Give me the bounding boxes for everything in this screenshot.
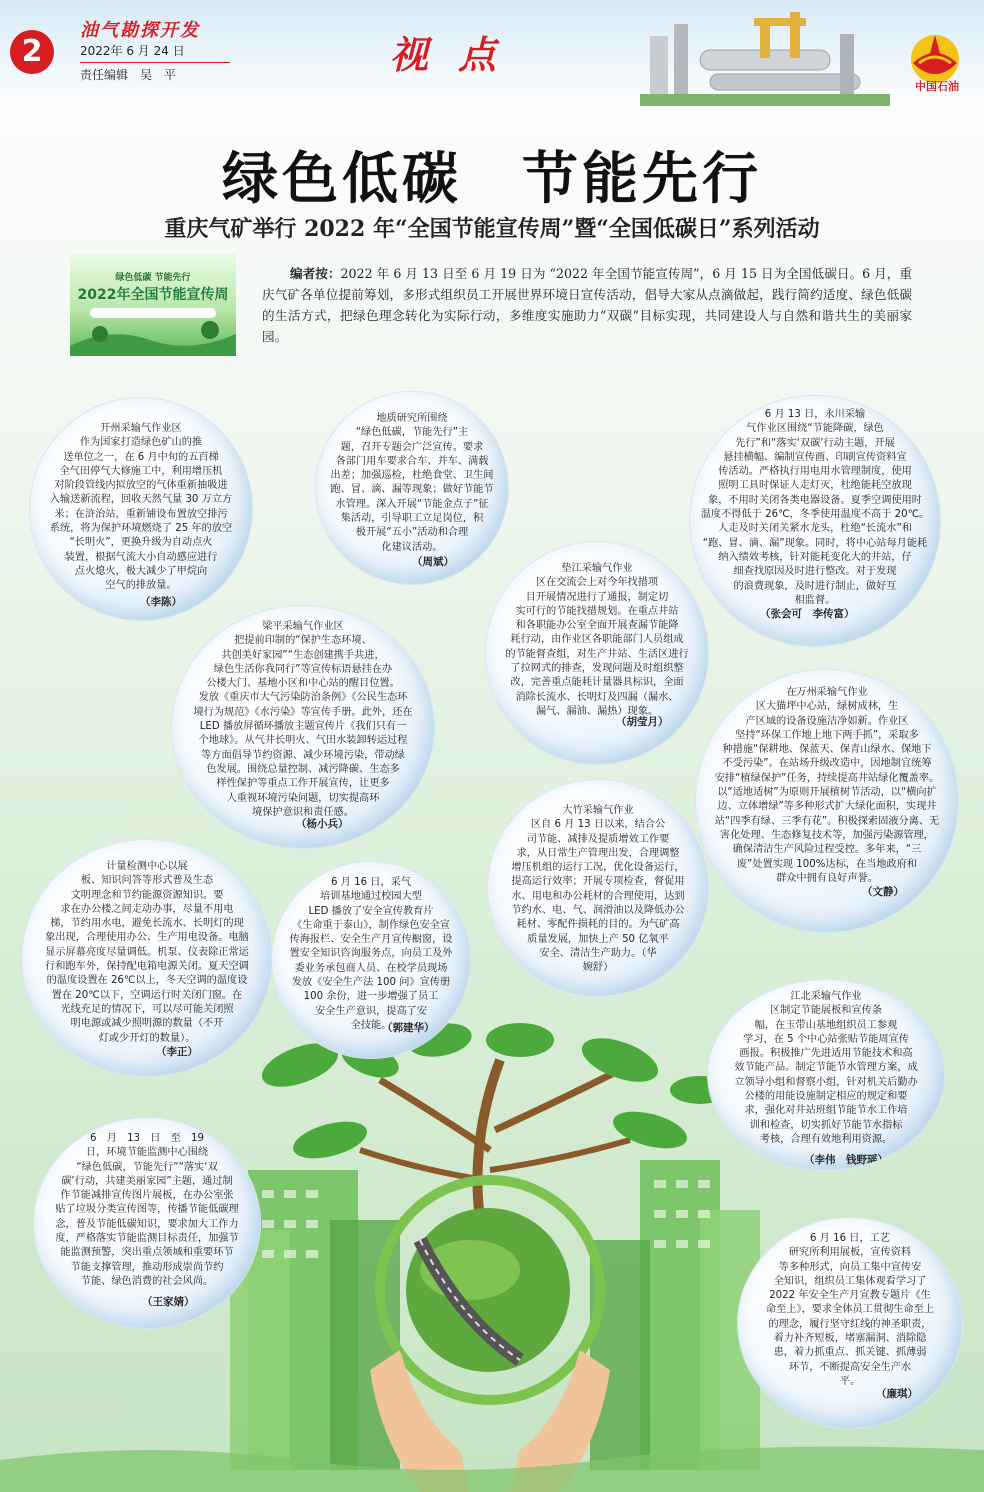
bubble-line: 题，召开专题会广泛宣传。要求 — [340, 441, 484, 453]
bubble-line: 6 月 13 日 至 19 — [90, 1133, 204, 1144]
bubble-line: 样性保护等重点工作开展宣传，让更多 — [216, 778, 390, 790]
bubble-line: 米；在浒治站，重新铺设布置放空排污 — [54, 508, 228, 520]
bubble-line: 计量检测中心以展 — [106, 861, 188, 872]
bubble-line: 绿色生活你我同行”等宣传标语悬挂在办 — [213, 663, 393, 675]
bubble-line: 细查找原因及时进行整改。对于发现 — [733, 566, 897, 578]
editor-note — [262, 263, 912, 347]
bubble-dazhu — [488, 780, 708, 996]
bubble-line: 集活动，引导职工立足岗位，积 — [340, 513, 484, 525]
masthead-rule — [80, 62, 230, 63]
bubble-line: 各部门用车要求合车、并车、满载 — [335, 455, 489, 467]
bubble-line: 水、用电和办公耗材的合理使用，达到 — [511, 890, 685, 902]
bubble-author: （杨小兵） — [296, 818, 349, 830]
bubble-line: 害化处理、生态修复技术等，加强污染源管理， — [720, 829, 934, 841]
bubble-line: 等方面倡导节约资源、减少环境污染，带动绿 — [201, 749, 405, 761]
headline: 绿色低碳 节能先行 — [222, 147, 762, 212]
bubble-line: 明电源或减少照明源的数量（不开 — [70, 1018, 224, 1030]
bubble-line: 画报。积极推广先进适用节能技术和高 — [739, 1048, 913, 1060]
bubble-line: 训和检查，切实抓好节能节水指标 — [749, 1119, 903, 1131]
bubble-author: （张会可 李传富） — [760, 608, 855, 620]
bubble-line: 质量发展，加快上产 50 亿氧平 — [527, 933, 669, 945]
bubble-line: 耗材、零配件损耗的目的。为气矿高 — [516, 919, 680, 931]
bubble-line: 群众中拥有良好声誉。 — [776, 872, 878, 884]
bubble-line: 在万州采输气作业 — [786, 687, 868, 698]
bubble-author: （胡莹月） — [616, 716, 669, 728]
bubble-line: 作节能减排宣传图片展板，在办公室张 — [60, 1190, 234, 1202]
masthead — [0, 0, 984, 110]
bubble-line: 发放《安全生产法 100 问》宣传册 — [291, 977, 451, 989]
bubble-kaizhou — [30, 398, 252, 620]
bubble-env-monitoring — [34, 1118, 260, 1328]
bubble-line: 境保护意识和责任感。 — [252, 806, 354, 818]
bubble-line: 念，普及节能低碳知识，要求加大工作力 — [55, 1218, 239, 1230]
bubble-line: 日，环境节能监测中心围绕 — [85, 1147, 209, 1159]
bubble-line: 行和跑车外，保持配电箱电源关闭。夏天空调 — [45, 961, 249, 973]
bubble-line: 耗行动，由作业区各职能部门人员组成 — [510, 634, 684, 646]
bubble-author: （李陈） — [140, 596, 182, 608]
bubble-line: 送单位之一，在 6 月中旬的五百梯 — [63, 451, 219, 463]
banner-slogan: 绿色低碳 节能先行 — [115, 273, 191, 283]
bubble-line: 漏气、漏油、漏热）现象。 — [535, 705, 659, 717]
bubble-line: 废”处置实现 100%达标，在当地政府和 — [736, 858, 918, 870]
bubble-line: 司节能、减排及提质增效工作要 — [526, 833, 670, 845]
bubble-line: 考核，合理有效地利用资源。 — [759, 1133, 893, 1145]
bubble-line: 婉舒） — [582, 962, 614, 974]
bubble-author: （郭建华） — [382, 1022, 435, 1034]
bubble-line: 安全、清洁生产助力。（华 — [539, 947, 657, 959]
banner-scenery — [70, 316, 236, 356]
bubble-line: 显示屏幕亮度尽量调低。机泵、仪表除正常运 — [45, 946, 249, 958]
bubble-line: 垫江采输气作业 — [561, 563, 633, 574]
bubble-line: 色发展。围绕总量控制、减污降碳、生态多 — [206, 763, 400, 775]
bubble-line: 人走及时关闭关紧水龙头，杜绝“长流水”和 — [718, 523, 912, 535]
campaign-banner-image — [70, 254, 236, 356]
bubble-line: 能监测预警，突出重点领域和重要环节 — [60, 1247, 234, 1259]
bubble-line: 温度不得低于 26℃，冬季使用温度不高于 20℃。 — [700, 509, 930, 521]
bubble-line: 求，强化对井站班组节能节水工作培 — [744, 1105, 908, 1117]
bubble-line: 灯或少开灯的数量）。 — [98, 1032, 196, 1044]
bubble-line: 开州采输气作业区 — [100, 423, 182, 434]
bubble-line: 产区域的设备设施洁净如新。作业区 — [745, 715, 909, 727]
bubble-line: 患，着力抓重点、抓关键、抓薄弱 — [773, 1347, 927, 1359]
bubble-line: 求在办公楼之间走动办事，尽量不用电 — [60, 903, 234, 915]
bubble-line: 节能支撑管理，推动形成崇尚节约 — [70, 1261, 224, 1273]
bubble-author: （周斌） — [412, 556, 454, 568]
bubble-line: 地质研究所围绕 — [376, 413, 448, 424]
bubble-line: 委业务承包商人员、在校学员现场 — [294, 962, 448, 974]
bubble-line: 改，完善重点能耗计量器具标识，全面 — [510, 677, 684, 689]
bubble-line: LED 播放了安全宣传教育片 — [308, 905, 434, 917]
bubble-line: 命至上》，要求全体员工贯彻生命至上 — [765, 1304, 935, 1316]
bubble-dianjiang — [486, 542, 708, 764]
bubble-author: （廉琪） — [876, 1388, 918, 1400]
bubble-author: （王家婧） — [142, 1296, 195, 1308]
bubble-line: 增压机组的运行工况，优化设备运行， — [511, 862, 685, 874]
bubble-line: LED 播放屏循环播放主题宣传片《我们只有一 — [199, 721, 407, 733]
bubble-line: 2022 年安全生产月宣教专题片《生 — [769, 1290, 931, 1302]
gas-plant-illustration — [640, 6, 890, 106]
issue-date: 2022年 6 月 24 日 — [80, 44, 185, 58]
banner-title: 2022年全国节能宣传周 — [77, 287, 229, 303]
bubble-line: 研究所利用展板，宣传资料 — [788, 1247, 912, 1259]
bubble-line: 环节，不断提高安全生产水 — [788, 1361, 912, 1373]
bubble-line: 出差；加强巡检，杜绝食堂、卫生间 — [330, 470, 494, 482]
bubble-line: 传海报栏、安全生产月宣传橱窗，设 — [289, 934, 453, 946]
bubble-line: 对阶段管线内拟放空的气体重新抽吸进 — [54, 480, 228, 492]
bubble-line: 100 余份，进一步增强了员工 — [303, 991, 439, 1003]
bubble-liangping — [172, 606, 434, 848]
bubble-author: （文静） — [862, 886, 904, 898]
bubble-line: 大竹采输气作业 — [562, 805, 634, 816]
bubble-line: 效节能产品。制定节能节水管理方案，成 — [734, 1062, 918, 1074]
bubble-line: “长明火”，更换升级为自动点火 — [69, 537, 213, 549]
bubble-line: 贴了垃圾分类宣传图等，传播节能低碳理 — [55, 1204, 239, 1216]
bubble-line: 实可行的节能找措规划。在重点井站 — [515, 605, 679, 617]
bubble-line: 区在交流会上对今年找措项 — [535, 577, 659, 589]
bubble-line: 发放《重庆市大气污染防治条例》《公民生态环 — [198, 692, 408, 704]
bubble-line: 幅，在玉带山基地组织员工参观 — [754, 1019, 898, 1031]
bubble-training-base — [272, 862, 470, 1058]
bubble-line: 全知识，组织员工集体观看学习了 — [773, 1275, 927, 1287]
bubble-line: 不受污染”。在站场升级改造中，因地制宜统筹 — [722, 758, 932, 770]
bubble-line: “绿色低碳，节能先行”“落实‘双 — [76, 1161, 218, 1173]
bubble-line: 光线充足的情况下，可以尽可能关闭照 — [60, 1003, 234, 1015]
bubble-line: 站“四季有绿、三季有花”。积极探索固液分离、无 — [714, 815, 940, 827]
bubble-line: 装置，根据气流大小自动感应进行 — [64, 551, 218, 563]
paper-name: 油气勘探开发 — [80, 20, 200, 41]
bubble-line: 6 月 16 日，采气 — [330, 877, 412, 888]
editor-note-text: 2022 年 6 月 13 日至 6 月 19 日为 “2022 年全国节能宣传周”，6 月 15 日为全国低碳日。6 月，重庆气矿各单位提前筹划，多形式组织员工开展世界环境日宣传活动，倡导大家从点滴做起，践行简约适度、绿色低碳的生活方式，把绿色理念转化为实际行动，多维度实施助力“双碳”目标实现，共同建设人与自然和谐共生的美丽家园。 — [262, 266, 913, 344]
bubble-line: 6 月 13 日，永川采输 — [764, 409, 866, 420]
bubble-line: 安排“植绿保护”任务，持续提高井站绿化覆盖率。 — [714, 772, 940, 784]
bubble-line: 置安全知识咨询服务点，向员工及外 — [289, 948, 453, 960]
bubble-line: 度，严格落实节能监测目标责任，加强节 — [55, 1233, 239, 1245]
bubble-line: 相监督。 — [794, 594, 836, 606]
bubble-line: 极开展“五小”活动和合理 — [355, 527, 469, 539]
subheadline: 重庆气矿举行 2022 年“全国节能宣传周”暨“全国低碳日”系列活动 — [164, 216, 820, 242]
bubble-line: 目开展情况进行了通报，制定切 — [525, 591, 669, 603]
bubble-line: 和各职能办公室全面开展查漏节能降 — [515, 620, 679, 632]
bubble-line: 象，不用时关闭各类电器设备。夏季空调使用时 — [708, 494, 922, 506]
bubble-line: 区自 6 月 13 日以来，结合公 — [530, 819, 666, 831]
bubble-line: 系统，将为保护环境燃烧了 25 年的放空 — [49, 523, 233, 535]
bubble-line: 提高运行效率；开展专项检查，督促用 — [511, 876, 685, 888]
bubble-line: 的节能督查组，对生产井站、生活区进行 — [505, 648, 689, 660]
bubble-line: 气作业区围绕“节能降碳，绿色 — [746, 423, 884, 435]
bubble-line: 板、知识问答等形式普及生态 — [80, 875, 214, 887]
bubble-line: 着力补齐短板，堵塞漏洞、消除隐 — [773, 1333, 927, 1345]
bubble-line: 的理念，履行坚守红线的神圣职责， — [768, 1318, 932, 1330]
bubble-line: 入输送新流程，回收天然气量 30 万立方 — [49, 494, 233, 506]
page-number-badge: 2 — [10, 30, 54, 74]
bubble-line: 边、立体增绿”等多种形式扩大绿化面积，实现井 — [717, 801, 937, 813]
logo-text: 中国石油 — [915, 80, 959, 93]
bubble-line: 个地球》。从气井长明火、气田水装卸转运过程 — [198, 735, 408, 747]
bubble-yongchuan — [690, 396, 940, 646]
bubble-line: 传活动。严格执行用电用水管理制度，使用 — [718, 466, 912, 478]
responsible-editor: 责任编辑 吴 平 — [80, 68, 177, 82]
bubble-line: 立领导小组和督察小组，针对机关后勤办 — [734, 1076, 918, 1088]
bubble-line: 安全生产意识，提高了安 — [314, 1005, 428, 1017]
bubble-line: 人重视环境污染问题，切实提高环 — [226, 792, 380, 804]
bubble-line: 区大猫坪中心站，绿树成林，生 — [755, 701, 899, 713]
editor-note-label: 编者按： — [290, 266, 341, 281]
bubble-line: “跑、冒、滴、漏”现象。同时，将中心站每月能耗 — [702, 537, 928, 549]
bubble-line: 种措施“保耕地、保蓝天、保青山绿水、保地下 — [722, 744, 932, 756]
bubble-line: 6 月 16 日，工艺 — [809, 1233, 891, 1244]
bubble-line: 把提前印制的“保护生态环境、 — [234, 635, 372, 647]
bubble-line: 全技能。 — [350, 1019, 392, 1031]
bubble-jiangbei — [708, 980, 944, 1170]
bubble-line: 区制定节能展板和宣传条 — [769, 1005, 883, 1017]
bubble-line: 跑、冒、滴、漏等现象；做好节能节 — [330, 484, 494, 496]
bubble-line: 等多种形式，向员工集中宣传安 — [778, 1261, 922, 1273]
bubble-process-institute — [738, 1218, 962, 1428]
bubble-line: 《生命重于泰山》，制作绿色安全宣 — [292, 919, 450, 931]
bubble-line: “绿色低碳，节能先行”主 — [355, 427, 469, 439]
bubble-line: 共创美好家园”“生态创建携手共进， — [221, 649, 385, 661]
bubble-wanzhou — [696, 670, 958, 932]
bubble-author: （李正） — [156, 1046, 198, 1058]
bubble-line: 平。 — [839, 1375, 861, 1387]
bubble-line: 境行为规范》《水污染》等宣传手册。此外，还在 — [193, 706, 413, 718]
bubble-geology-institute — [316, 392, 508, 584]
bubble-line: 的浪费现象，及时进行制止，做好互 — [733, 580, 897, 592]
bubble-line: 培训基地通过校园大型 — [320, 891, 422, 903]
bubble-line: 作为国家打造绿色矿山的推 — [79, 437, 203, 449]
bubble-line: 纳入绩效考核，针对能耗变化大的井站，仔 — [718, 551, 912, 563]
bubble-line: 公楼的用能设施制定相应的规定和要 — [744, 1091, 908, 1103]
bubble-line: 梁平采输气作业区 — [262, 621, 344, 632]
bubble-line: 水管理。深入开展“节能金点子”征 — [335, 498, 489, 510]
bubble-line: 确保清洁生产风险过程受控。多年来，“三 — [732, 844, 922, 856]
bubble-line: 消除长流水、长明灯及四漏（漏水、 — [515, 691, 679, 703]
bubble-line: 全气田停气大修施工中，利用增压机 — [59, 465, 223, 477]
bubble-line: 点火熄火，极大减少了甲烷向 — [74, 565, 208, 577]
bubble-line: 化建议活动。 — [381, 541, 443, 553]
bubble-line: 坚持“环保工作地上地下两手抓”，采取多 — [735, 729, 919, 741]
bubble-line: 江北采输气作业 — [790, 991, 862, 1002]
bubble-line: 空气的排放量。 — [105, 580, 177, 592]
bubble-line: 了拉网式的排查，发现问题及时组织整 — [510, 663, 684, 675]
bubble-line: 的温度设置在 26℃以上，冬天空调的温度设 — [46, 975, 248, 987]
bubble-author: （李伟 钱野瑶） — [804, 1154, 888, 1166]
bubble-line: 悬挂横幅、编制宣传画、印刷宣传资料宣 — [723, 451, 907, 463]
bubble-line: 梯，节约用水电，避免长流水、长明灯的现 — [50, 918, 244, 930]
bubble-line: 置在 20℃以下，空调运行时关闭门窗。在 — [51, 989, 243, 1001]
bubble-line: 文明理念和节约能源资源知识。要 — [70, 889, 224, 901]
bubble-line: 照明工具时保证人走灯灭，杜绝能耗空放现 — [718, 480, 912, 492]
bubble-line: 先行”和“落实‘双碳’行动主题，开展 — [735, 437, 895, 449]
bubble-line: 碳’行动，共建美丽家园”主题，通过制 — [61, 1175, 233, 1187]
section-title: 视点 — [390, 32, 527, 77]
bubble-line: 求，从日常生产管理出发，合理调整 — [516, 847, 680, 859]
bubble-line: 象出现，合理使用办公、生产用电设备。电脑 — [45, 932, 249, 944]
bubble-line: 学习，在 5 个中心站张贴节能周宣传 — [743, 1033, 909, 1045]
bubble-line: 节约水、电、气、润滑油以及降低办公 — [511, 905, 685, 917]
bubble-line: 公楼大门、基地小区和中心站的醒目位置。 — [206, 678, 400, 690]
bubble-metering-center — [22, 840, 272, 1076]
bubble-line: 以“适地适树”为原则开展植树节活动，以“横向扩 — [717, 787, 937, 799]
bubble-line: 节能、绿色消费的社会风尚。 — [80, 1275, 214, 1287]
